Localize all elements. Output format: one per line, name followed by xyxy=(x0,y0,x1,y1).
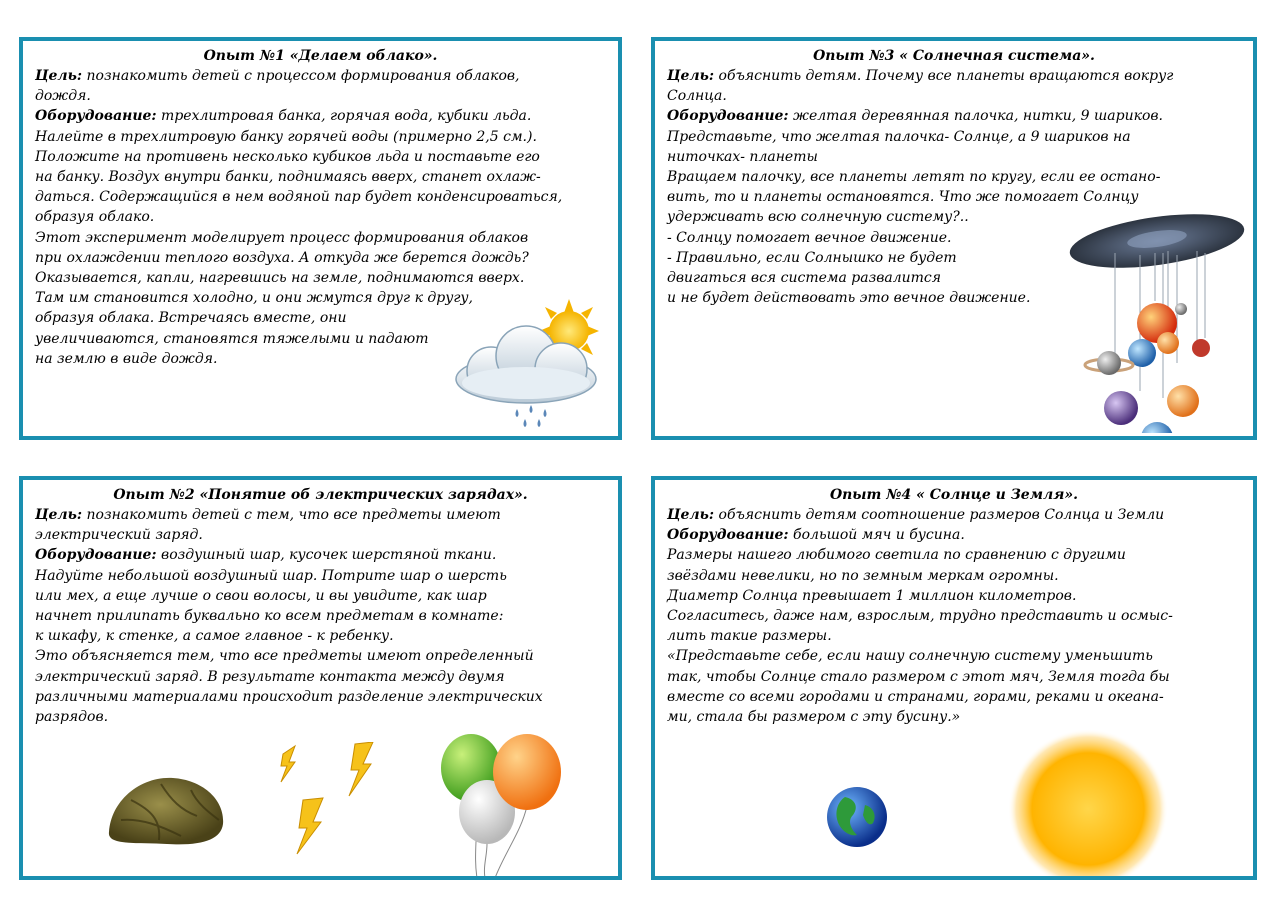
body-line: и не будет действовать это вечное движение. xyxy=(667,290,1031,307)
body-line: различными материалами происходит разделение электрических xyxy=(35,688,543,705)
body-line: удерживать всю солнечную систему?.. xyxy=(667,209,969,226)
body-line: электрический заряд. В результате контакта между двумя xyxy=(35,668,505,685)
body-line: так, чтобы Солнце стало размером с этот мяч, Земля тогда бы xyxy=(667,668,1170,685)
cloud-sun-rain-icon xyxy=(441,291,611,431)
lightning-icon xyxy=(273,742,393,857)
equipment-text: большой мяч и бусина. xyxy=(788,527,965,544)
body-line: Вращаем палочку, все планеты летят по кругу, если ее остано- xyxy=(667,169,1161,186)
solar-mobile-icon xyxy=(1045,213,1250,433)
body-line: Размеры нашего любимого светила по сравнению с другими xyxy=(667,547,1126,564)
card-title: Опыт №2 «Понятие об электрических зарядах». xyxy=(113,487,528,503)
body-line: ми, стала бы размером с эту бусину.» xyxy=(667,709,961,726)
goal-line xyxy=(667,66,1241,86)
body-line: Это объясняется тем, что все предметы имеют определенный xyxy=(35,648,534,665)
card-title: Опыт №3 « Солнечная система». xyxy=(813,48,1095,64)
equipment-line xyxy=(35,106,606,126)
goal-text-cont: дождя. xyxy=(35,88,91,105)
body-line: Там им становится холодно, и они жмутся друг к другу, xyxy=(35,290,473,307)
body-line: к шкафу, к стенке, а самое главное - к ребенку. xyxy=(35,628,394,645)
body-line: образуя облака. Встречаясь вместе, они xyxy=(35,310,347,327)
body-line: Представьте, что желтая палочка- Солнце, а 9 шариков на xyxy=(667,128,1131,145)
body-line: «Представьте себе, если нашу солнечную систему уменьшить xyxy=(667,648,1153,665)
body-line: - Солнцу помогает вечное движение. xyxy=(667,229,952,246)
card-experiment-3 xyxy=(651,37,1257,440)
sun-icon xyxy=(1007,728,1169,880)
equipment-text: трехлитровая банка, горячая вода, кубики льда. xyxy=(156,108,532,125)
equipment-label: Оборудование: xyxy=(667,527,789,544)
body-line: Налейте в трехлитровую банку горячей воды (примерно 2,5 см.). xyxy=(35,128,537,145)
card-experiment-1 xyxy=(19,37,622,440)
body-line: вместе со всеми городами и странами, горами, реками и океана- xyxy=(667,688,1164,705)
body-line: - Правильно, если Солнышко не будет xyxy=(667,249,957,266)
body-line: вить, то и планеты остановятся. Что же помогает Солнцу xyxy=(667,189,1139,206)
body-line: или мех, а еще лучше о свои волосы, и вы увидите, как шар xyxy=(35,587,487,604)
body-line: Согласитесь, даже нам, взрослым, трудно представить и осмыс- xyxy=(667,608,1173,625)
wool-cloth-icon xyxy=(101,770,231,850)
body-line: Этот эксперимент моделирует процесс формирования облаков xyxy=(35,229,529,246)
equipment-line xyxy=(667,106,1241,126)
body-line: образуя облако. xyxy=(35,209,155,226)
goal-label: Цель: xyxy=(35,507,83,523)
body-line: лить такие размеры. xyxy=(667,628,832,645)
body-line: увеличиваются, становятся тяжелыми и падают xyxy=(35,330,429,347)
body-line: звёздами невелики, но по земным меркам огромны. xyxy=(667,567,1059,584)
body-line: ниточках- планеты xyxy=(667,148,818,165)
equipment-line xyxy=(667,525,1241,545)
goal-line xyxy=(35,505,606,525)
goal-text: объяснить детям. Почему все планеты вращаются вокруг xyxy=(714,68,1174,84)
card-experiment-2 xyxy=(19,476,622,880)
body-line: на землю в виде дождя. xyxy=(35,350,218,367)
goal-text: познакомить детей с процессом формирования облаков, xyxy=(82,68,520,84)
earth-icon xyxy=(825,785,889,849)
equipment-label: Оборудование: xyxy=(667,108,789,125)
equipment-text: желтая деревянная палочка, нитки, 9 шариков. xyxy=(788,108,1163,125)
equipment-label: Оборудование: xyxy=(35,547,157,564)
card-title: Опыт №1 «Делаем облако». xyxy=(203,48,438,64)
goal-label: Цель: xyxy=(667,507,715,523)
goal-text-cont: электрический заряд. xyxy=(35,527,203,544)
goal-text: объяснить детям соотношение размеров Солнца и Земли xyxy=(714,507,1165,523)
balloons-icon xyxy=(435,732,565,880)
goal-label: Цель: xyxy=(35,68,83,84)
goal-text: познакомить детей с тем, что все предметы имеют xyxy=(82,507,501,523)
goal-text-cont: Солнца. xyxy=(667,88,727,105)
card-title: Опыт №4 « Солнце и Земля». xyxy=(829,487,1079,503)
body-line: Диаметр Солнца превышает 1 миллион километров. xyxy=(667,587,1077,604)
goal-label: Цель: xyxy=(667,68,715,84)
equipment-label: Оборудование: xyxy=(35,108,157,125)
body-line: разрядов. xyxy=(35,709,109,726)
body-line: даться. Содержащийся в нем водяной пар будет конденсироваться, xyxy=(35,189,563,206)
goal-line xyxy=(667,505,1241,525)
body-line: при охлаждении теплого воздуха. А откуда же берется дождь? xyxy=(35,249,529,266)
equipment-line xyxy=(35,545,606,565)
body-line: Положите на противень несколько кубиков льда и поставьте его xyxy=(35,148,540,165)
body-line: Надуйте небольшой воздушный шар. Потрите шар о шерсть xyxy=(35,567,507,584)
body-line: начнет прилипать буквально ко всем предметам в комнате: xyxy=(35,608,504,625)
card-experiment-4 xyxy=(651,476,1257,880)
body-line: двигаться вся система развалится xyxy=(667,270,942,287)
body-line: Оказывается, капли, нагревшись на земле, поднимаются вверх. xyxy=(35,270,525,287)
equipment-text: воздушный шар, кусочек шерстяной ткани. xyxy=(156,547,497,564)
body-line: на банку. Воздух внутри банки, поднимаясь вверх, станет охлаж- xyxy=(35,169,541,186)
goal-line xyxy=(35,66,606,86)
